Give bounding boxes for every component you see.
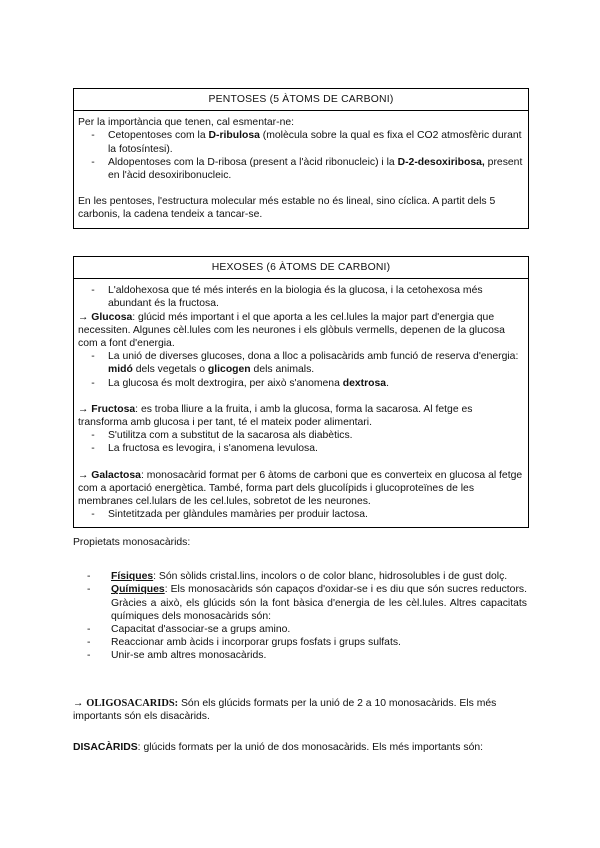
properties-heading: Propietats monosacàrids: bbox=[73, 537, 191, 548]
dash-bullet: - bbox=[91, 285, 95, 297]
dash-bullet: - bbox=[91, 443, 95, 455]
galactosa-label: Galactosa bbox=[91, 469, 141, 481]
galactosa-paragraph: → Galactosa: monosacàrid format per 6 àtoms de carboni que es converteix en glucosa al fetge com a aportació energètica. També, forma part dels glucolípids i glucoproteïnes de les membranes cel.lulars de les cel.lules, sobretot de les neurones. bbox=[78, 469, 523, 508]
dash-bullet: - bbox=[91, 156, 95, 168]
hexoses-box bbox=[73, 256, 529, 528]
properties-section bbox=[73, 536, 527, 663]
hexoses-body bbox=[74, 279, 528, 527]
pentoses-box bbox=[73, 88, 529, 229]
fructosa-label: Fructosa bbox=[91, 403, 136, 415]
dash-bullet: - bbox=[91, 377, 95, 389]
dash-bullet: - bbox=[91, 130, 95, 142]
list-item: - Sintetitzada per glàndules mamàries per produir lactosa. bbox=[78, 508, 524, 521]
fructosa-paragraph: → Fructosa: es troba lliure a la fruita, i amb la glucosa, forma la sacarosa. Al fetge es transforma amb glucosa i per tant, té el mateix poder alimentari. bbox=[78, 403, 473, 429]
dash-bullet: - bbox=[87, 571, 91, 583]
pentoses-intro: Per la importància que tenen, cal esmentar-ne: bbox=[78, 117, 295, 129]
d2-desoxiribosa: D-2-desoxiribosa, bbox=[397, 156, 485, 168]
list-item: - Químiques: Els monosacàrids són capaços d'oxidar-se i es diu que són sucres reductors. Gràcies a això, els glúcids són la font bàsica d'energia de les cèl.lules. Altres capacitats químiques dels monosacàrids són: bbox=[73, 583, 527, 623]
list-item: - S'utilitza com a substitut de la sacarosa als diabètics. bbox=[78, 429, 524, 442]
glucosa-label: Glucosa bbox=[91, 311, 133, 323]
dash-bullet: - bbox=[87, 650, 91, 662]
pentoses-closing: En les pentoses, l'estructura molecular més estable no és lineal, sino cíclica. A partit dels 5 carbonis, la cadena tendeix a tancar-se. bbox=[78, 196, 496, 221]
dash-bullet: - bbox=[91, 351, 95, 363]
list-item: - La fructosa es levogira, i s'anomena levulosa. bbox=[78, 442, 524, 455]
dash-bullet: - bbox=[91, 430, 95, 442]
dash-bullet: - bbox=[87, 584, 91, 596]
list-item: - Físiques: Són sòlids cristal.lins, incolors o de color blanc, hidrosolubles i de gust dolç. bbox=[73, 570, 527, 583]
arrow-icon: → bbox=[78, 469, 92, 481]
list-item: - Reaccionar amb àcids i incorporar grups fosfats i grups sulfats. bbox=[73, 636, 527, 649]
list-item: - Aldopentoses com la D-ribosa (present a l'àcid ribonucleic) i la D-2-desoxiribosa, present en l'àcid desoxiribonucleic. bbox=[78, 156, 524, 182]
list-item: - L'aldohexosa que té més interés en la biologia és la glucosa, i la cetohexosa més abundant és la fructosa. bbox=[78, 284, 524, 310]
fisiques-label: Físiques bbox=[111, 571, 154, 583]
glucosa-paragraph: → Glucosa: glúcid més important i el que aporta a les cel.lules la major part d'energia que necessiten. Algunes cèl.lules com les neurones i els glòbuls vermells, depenen de la glucosa com a font d'energia. bbox=[78, 311, 505, 350]
d-ribulosa: D-ribulosa bbox=[208, 130, 260, 142]
oligosacarids-paragraph: → OLIGOSACARIDS: Són els glúcids formats per la unió de 2 a 10 monosacàrids. Els més importants són els disacàrids. bbox=[73, 698, 497, 723]
disacarids-paragraph: DISACÀRIDS: glúcids formats per la unió de dos monosacàrids. Els més importants són: bbox=[73, 742, 484, 753]
oligosacarids-label: OLIGOSACARIDS: bbox=[86, 698, 179, 709]
properties-list bbox=[73, 570, 527, 662]
hexoses-title: HEXOSES (6 ÀTOMS DE CARBONI) bbox=[74, 257, 528, 279]
dash-bullet: - bbox=[87, 637, 91, 649]
list-item: - La unió de diverses glucoses, dona a lloc a polisacàrids amb funció de reserva d'energia: midó dels vegetals o glicogen dels animals. bbox=[78, 350, 524, 376]
pentoses-title: PENTOSES (5 ÀTOMS DE CARBONI) bbox=[74, 89, 528, 111]
arrow-icon: → bbox=[73, 698, 87, 709]
arrow-icon: → bbox=[78, 403, 92, 415]
quimiques-label: Químiques bbox=[111, 584, 165, 596]
list-item: - La glucosa és molt dextrogira, per això s'anomena dextrosa. bbox=[78, 377, 524, 390]
arrow-icon: → bbox=[78, 311, 92, 323]
dash-bullet: - bbox=[91, 509, 95, 521]
dash-bullet: - bbox=[87, 624, 91, 636]
list-item: - Cetopentoses com la D-ribulosa (molècula sobre la qual es fixa el CO2 atmosfèric durant la fotosíntesi). bbox=[78, 129, 524, 155]
list-item: - Capacitat d'associar-se a grups amino. bbox=[73, 623, 527, 636]
pentoses-body bbox=[74, 111, 528, 227]
disacarids-label: DISACÀRIDS bbox=[73, 742, 138, 753]
list-item: - Unir-se amb altres monosacàrids. bbox=[73, 649, 527, 662]
